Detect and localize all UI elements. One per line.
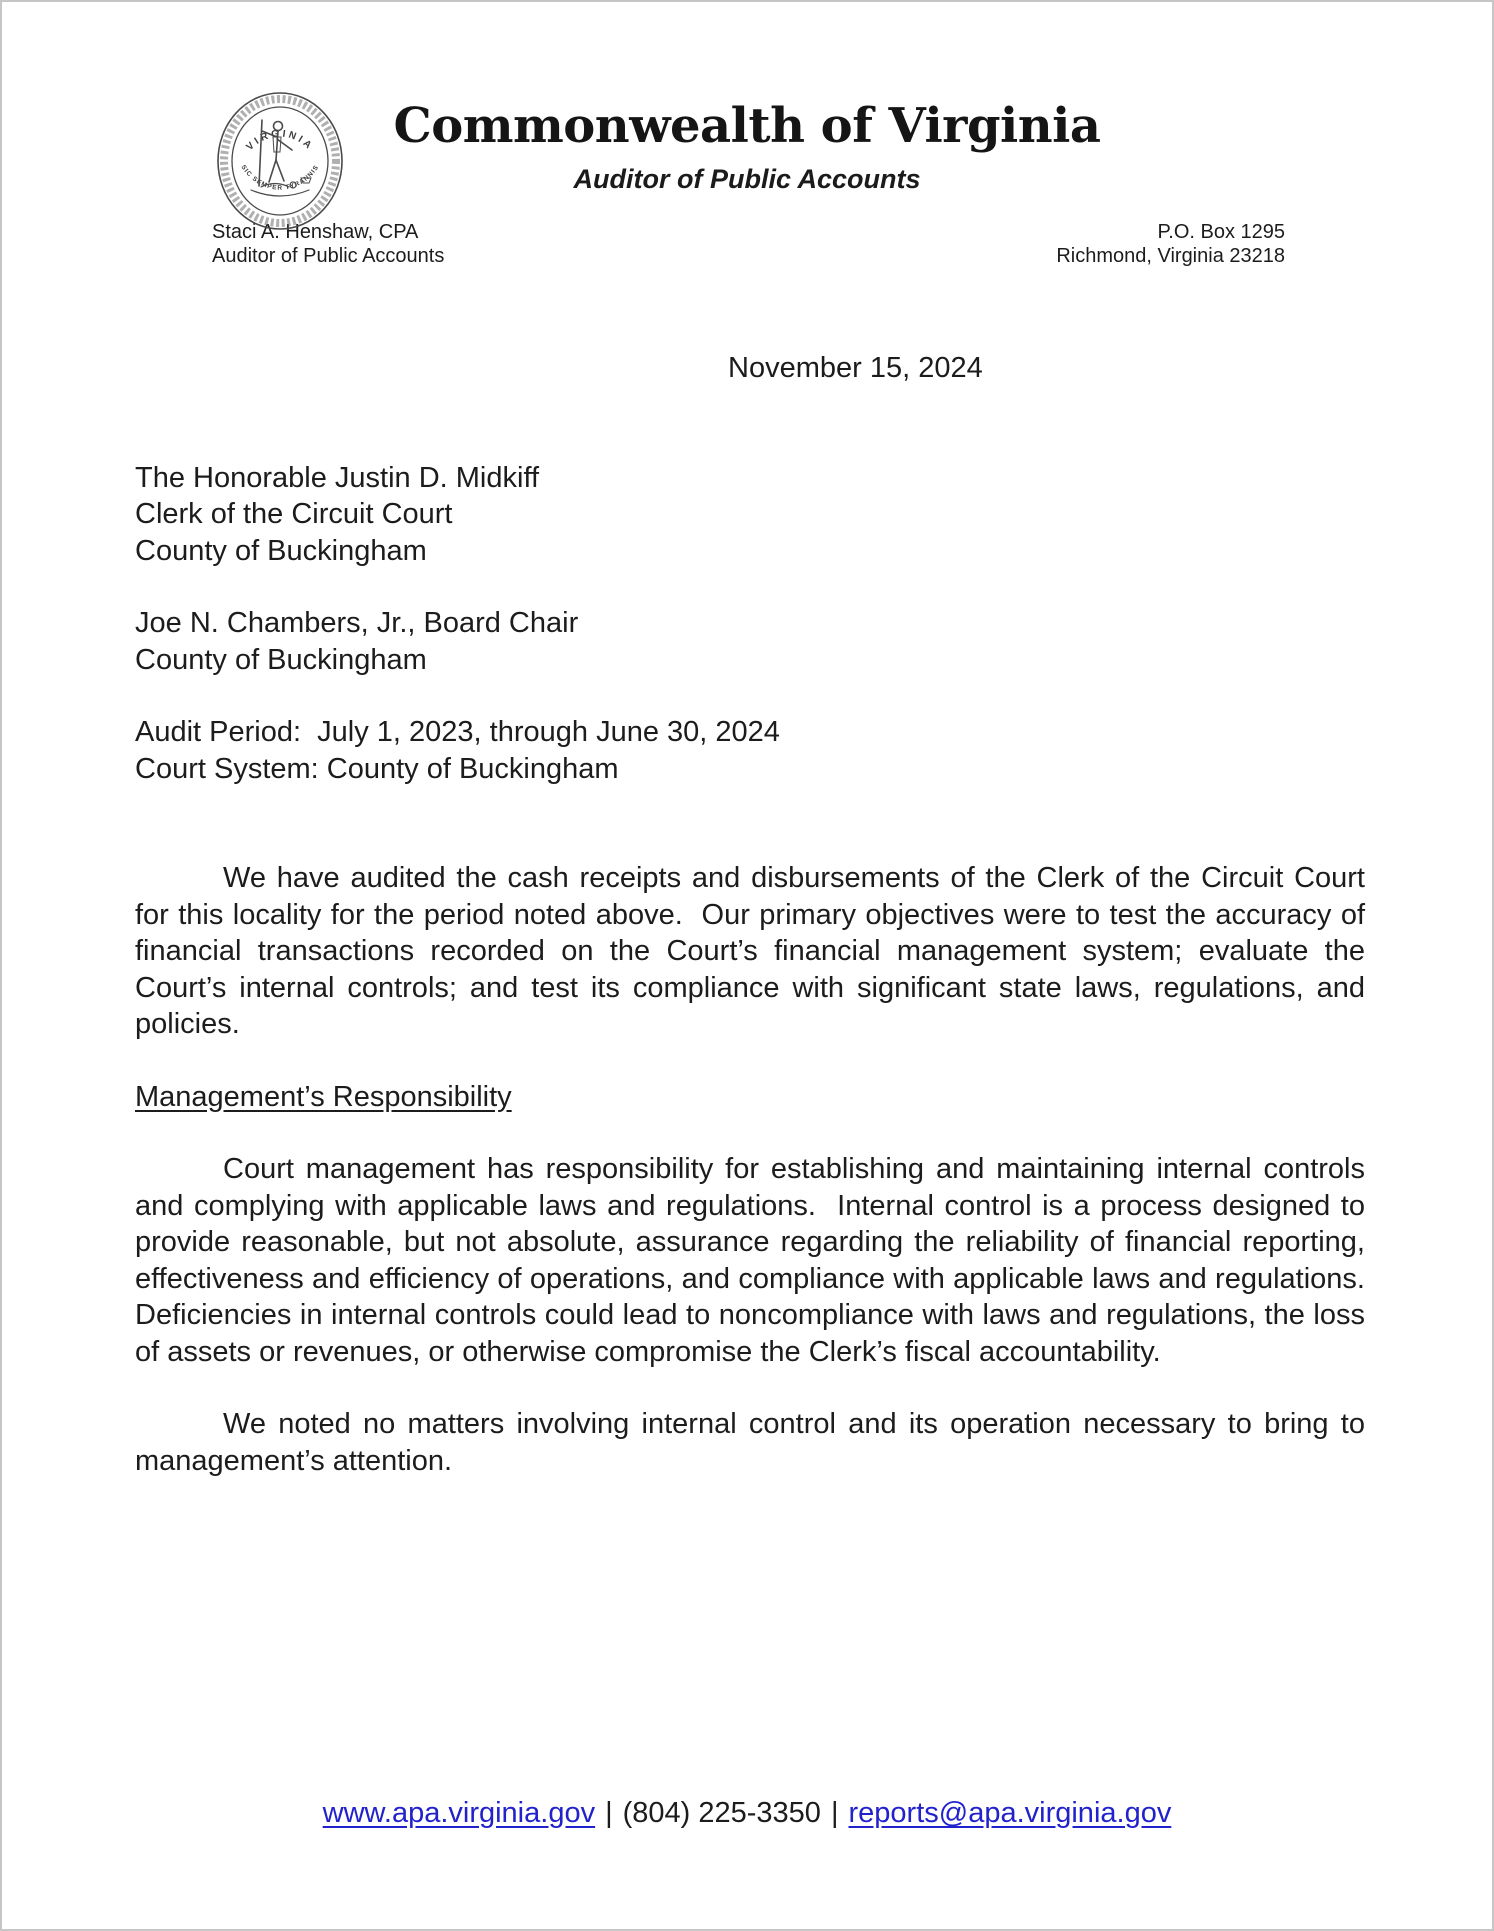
letter-date: November 15, 2024 xyxy=(728,352,983,384)
virginia-state-seal-icon xyxy=(215,90,345,232)
footer-separator: | xyxy=(605,1797,613,1829)
recipient-block-board-chair xyxy=(135,605,1365,678)
responsibility-paragraph: Court management has responsibility for establishing and maintaining internal controls and complying with applicable laws and regulations. Internal control is a process designed to provide reasonable, but not absolute, assurance regarding the reliability of financial reporting, effectiveness and efficiency of operations, and compliance with applicable laws and regulations. Deficiencies in internal controls could lead to noncompliance with laws and regulations, the loss of assets or revenues, or otherwise compromise the Clerk’s fiscal accountability. xyxy=(135,1153,1382,1368)
recipient-name: The Honorable Justin D. Midkiff xyxy=(135,461,540,494)
website-link[interactable]: www.apa.virginia.gov xyxy=(322,1797,596,1829)
recipient-locality: County of Buckingham xyxy=(135,534,427,567)
phone-number: (804) 225-3350 xyxy=(622,1797,821,1829)
po-box-line: P.O. Box 1295 xyxy=(1157,221,1285,243)
commonwealth-title: Commonwealth of Virginia xyxy=(393,98,1101,154)
auditor-name: Staci A. Henshaw, CPA xyxy=(212,221,419,243)
court-system-line: Court System: County of Buckingham xyxy=(135,752,619,785)
footer-separator: | xyxy=(830,1797,839,1829)
letterhead xyxy=(2,2,1492,286)
recipient-name: Joe N. Chambers, Jr., Board Chair xyxy=(135,607,579,639)
agency-subtitle: Auditor of Public Accounts xyxy=(573,164,921,194)
no-matters-paragraph: We noted no matters involving internal control and its operation necessary to bring to management’s attention. xyxy=(135,1408,1374,1477)
audit-period-line: Audit Period: July 1, 2023, through June 30, 2024 xyxy=(135,716,780,748)
letter-body xyxy=(2,350,1492,1479)
recipient-locality: County of Buckingham xyxy=(135,643,427,676)
seal-bottom-text: SIC SEMPER TYRANNIS xyxy=(239,163,321,192)
page-footer xyxy=(2,1795,1492,1831)
recipient-title: Clerk of the Circuit Court xyxy=(135,498,453,530)
audit-info-block xyxy=(135,714,1365,787)
seal-top-text: VIRGINIA xyxy=(244,128,316,153)
management-responsibility-heading: Management’s Responsibility xyxy=(135,1080,512,1113)
intro-paragraph: We have audited the cash receipts and disbursements of the Clerk of the Circuit Court for this locality for the period noted above. Our primary objectives were to test the accuracy of financial transactions recorded on the Court’s financial management system; evaluate the Court’s internal controls; and test its compliance with significant state laws, regulations, and policies. xyxy=(135,862,1374,1040)
agency-address-block xyxy=(1056,220,1285,268)
email-link[interactable]: reports@apa.virginia.gov xyxy=(848,1797,1172,1829)
city-state-zip-line: Richmond, Virginia 23218 xyxy=(1056,245,1285,267)
recipient-block-clerk xyxy=(135,460,1365,570)
auditor-title: Auditor of Public Accounts xyxy=(212,245,445,267)
